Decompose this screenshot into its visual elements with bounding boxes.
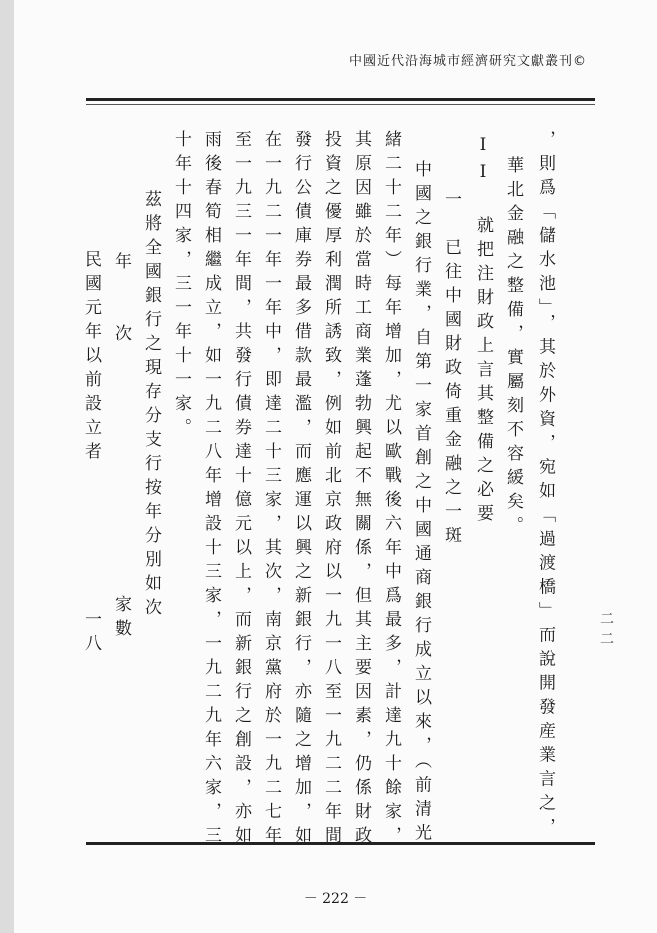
series-title: 中國近代沿海城市經濟研究文獻叢刊© [348,54,587,69]
text-column-11: 至一九三一年間，共發行債券達十億元以上，而新銀行之創設，亦如 [231,130,251,850]
text-column-12: 雨後春筍相繼成立，如一九二八年增設十三家，一九二九年六家，三 [201,130,221,850]
text-column-2: 華北金融之整備，實屬刻不容緩矣。 [503,156,523,540]
subsection-heading-1: 一 已往中國財政倚重金融之一斑 [441,190,461,550]
text-column-10: 在一九二一年一年中，即達二十三家，其次，南京黨府於一九二七年 [261,130,281,850]
page-number: － 222 － [303,891,368,907]
text-column-8: 投資之優厚利潤所誘致，例如前北京政府以一九一八至一九二二年間 [321,130,341,850]
table-header-year: 年 次 [111,252,131,348]
table-row-value: 一八 [81,610,101,658]
text-column-1: ，則爲「儲水池」，其於外資，宛如「過渡橋」而說開發産業言之， [535,130,555,842]
section-heading-ii: II 就把注財政上言其整備之必要 [473,135,493,528]
table-row-label: 民國元年以前設立者 [81,250,101,466]
text-column-5: 中國之銀行業，自第一家首創之中國通商銀行成立以來，（前清光 [411,160,431,848]
header-rule-thin [86,104,595,105]
text-column-9: 發行公債庫券最多借款最濫，而應運以興之新銀行，亦隨之增加，如 [291,130,311,850]
text-column-6: 緒二十二年）每年增加，尤以歐戰後六年中爲最多，計達九十餘家， [381,130,401,850]
table-intro: 茲將全國銀行之現存分支行按年分別如次 [141,190,161,622]
header-rule [86,98,595,101]
table-header-count: 家數 [111,595,131,643]
footer-rule [86,842,595,845]
text-column-7: 其原因雖於當時工商業蓬勃興起不無關係，但其主要因素，仍係財政 [351,130,371,850]
margin-page-number: 二二 [598,611,614,651]
document-page [14,0,657,933]
text-column-13: 十年十四家，三一年十一家。 [171,130,191,442]
